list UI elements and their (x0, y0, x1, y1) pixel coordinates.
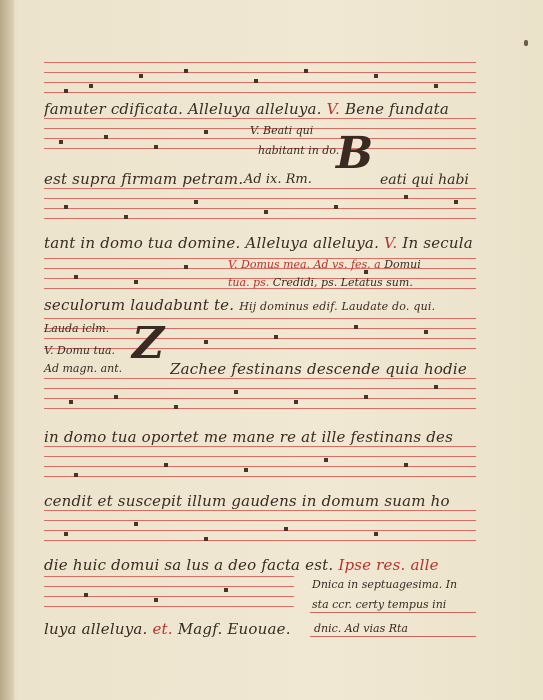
music-staff (44, 62, 476, 96)
rubric-text: V. Domus mea. (228, 258, 311, 271)
side-note: Lauda iclm. (44, 322, 110, 335)
initial-letter-b: B (336, 128, 374, 179)
side-note: sta ccr. certy tempus ini (312, 598, 447, 611)
lyric-text: Bene fundata (344, 100, 449, 118)
lyric-text: In secula (402, 234, 473, 252)
chant-text-line (44, 234, 484, 254)
lyric-text: luya alleluya. (44, 620, 148, 638)
lyric-text: cendit et suscepit illum gaudens in domum suam ho (44, 492, 450, 510)
page-binding-edge (0, 0, 14, 700)
rubric-note (228, 258, 421, 271)
rubric-versicle: V. (326, 100, 340, 118)
music-staff (44, 576, 294, 610)
lyric-text: est supra firmam petram. (44, 170, 244, 188)
chant-text-line (44, 428, 484, 448)
lyric-text: tant in domo tua domine. Alleluya alleluya. (44, 234, 380, 252)
lyric-text: Zachee festinans descende quia hodie (170, 360, 467, 378)
rubric-note: Ad ix. Rm. (244, 172, 312, 187)
music-staff (44, 188, 476, 228)
lyric-text: in domo tua oportet me mane re at ille festinans des (44, 428, 454, 446)
side-note: Dnica in septuagesima. In (312, 578, 458, 591)
music-staff (44, 446, 476, 486)
rubric-note (228, 276, 413, 289)
rubric-note: V. Domu tua. (44, 344, 116, 357)
side-text: Magf. Euouae. (177, 620, 291, 638)
lyric-text: eati qui habi (380, 172, 469, 188)
page-edge-mark (524, 40, 528, 46)
rubric-text: Ipse res. alle (338, 556, 439, 574)
chant-text-line (44, 296, 484, 316)
chant-text-line (44, 620, 484, 640)
rubric-text: et. (152, 620, 173, 638)
rubric-note: V. Beati qui (250, 124, 314, 137)
rubric-note: Ad magn. ant. (44, 362, 123, 375)
rubric-rule (310, 636, 476, 637)
side-text: Credidi, ps. Letatus sum. (272, 276, 413, 289)
lyric-text: die huic domui sa lus a deo facta est. (44, 556, 334, 574)
rubric-rule (310, 612, 476, 613)
initial-letter-z: Z (132, 318, 165, 369)
side-text: Hij dominus edif. Laudate do. qui. (239, 300, 436, 313)
rubric-text: Ad vs. fes. a (313, 258, 381, 271)
chant-text-line (44, 492, 484, 512)
side-note: dnic. Ad vias Rta (314, 622, 408, 635)
lyric-text: famuter cdificata. Alleluya alleluya. (44, 100, 322, 118)
chant-text-line (44, 556, 484, 576)
lyric-text: seculorum laudabunt te. (44, 296, 235, 314)
side-note: habitant in do. (258, 144, 340, 157)
music-staff (44, 510, 476, 550)
side-text: Domui (384, 258, 421, 271)
music-staff (44, 378, 476, 418)
chant-text-line (170, 360, 490, 380)
rubric-text: tua. ps. (228, 276, 270, 289)
chant-text-line (44, 100, 484, 120)
rubric-versicle: V. (384, 234, 398, 252)
